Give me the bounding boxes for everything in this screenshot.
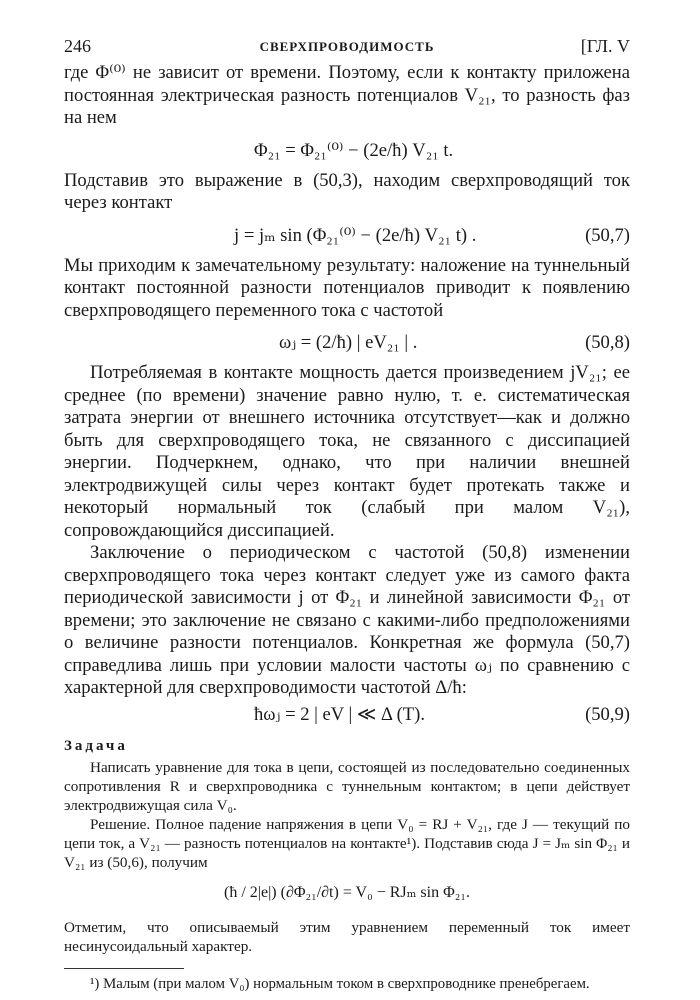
footnote: ¹) Малым (при малом V₀) нормальным током в сверхпроводнике пренебрегаем. [90, 975, 590, 992]
paragraph-4: Потребляемая в контакте мощность дается произведением jV₂₁; ее среднее (по времени) значение равно нулю, т. е. систематическая затрата энергии от внешнего источника отсутствует—как и должно быть для сверхпроводящего тока, не связанного с диссипацией энергии. Подчеркнем, однако, что при наличии внешней электродвижущей силы через контакт будет протекать также и некоторый нормальный ток (слабый при малом V₂₁), сопровождающийся диссипацией. [64, 362, 630, 541]
equation-50-8 [64, 322, 630, 362]
equation-phase [64, 130, 630, 170]
equation-50-9-formula: ħωⱼ = 2 | eV | ≪ Δ (T). [254, 703, 425, 725]
problem-conclusion: Отметим, что описываемый этим уравнением переменный ток имеет несинусоидальный характер. [64, 918, 630, 955]
equation-circuit [64, 872, 630, 918]
page [64, 36, 630, 994]
equation-50-7-number: (50,7) [585, 224, 630, 246]
equation-50-8-formula: ωⱼ = (2/ħ) | eV₂₁ | . [279, 332, 418, 353]
problem-solution: Решение. Полное падение напряжения в цепи V₀ = RJ + V₂₁, где J — текущий по цепи ток, а V₂₁ — разность потенциалов на контакте¹). Подставив сюда J = Jₘ sin Φ₂₁ и V₂₁ из (50,6), получим [64, 815, 630, 871]
equation-circuit-formula: (ħ / 2|e|) (∂Φ₂₁/∂t) = V₀ − RJₘ sin Φ₂₁. [224, 883, 470, 901]
page-number: 246 [64, 36, 91, 56]
equation-50-9 [64, 700, 630, 732]
running-title: СВЕРХПРОВОДИМОСТЬ [259, 39, 435, 54]
running-header [64, 36, 630, 62]
equation-50-7 [64, 215, 630, 255]
paragraph-5: Заключение о периодическом с частотой (50,8) изменении сверхпроводящего тока через контакт следует уже из самого факта периодической зависимости j от Φ₂₁ и линейной зависимости Φ₂₁ от времени; это заключение не связано с какими-либо предположениями о величине разности потенциалов. Конкретная же формула (50,7) справедлива лишь при условии малости частоты ωⱼ по сравнению с характерной для сверхпроводимости частотой Δ/ħ: [64, 542, 630, 698]
paragraph-2: Подставив это выражение в (50,3), находим сверхпроводящий ток через контакт [64, 169, 630, 213]
footnote-separator [64, 968, 184, 969]
paragraph-1: где Φ⁽⁰⁾ не зависит от времени. Поэтому, если к контакту приложена постоянная электрическая разность потенциалов V₂₁, то разность фаз на нем [64, 62, 630, 128]
problem-heading: Задача [64, 737, 128, 754]
chapter-label: [ГЛ. V [580, 36, 630, 56]
equation-50-8-number: (50,8) [585, 332, 630, 353]
problem-statement: Написать уравнение для тока в цепи, состоящей из последовательно соединенных сопротивления R и сверхпроводника с туннельным контактом; в цепи действует электродвижущая сила V₀. [64, 758, 630, 814]
equation-50-7-formula: j = jₘ sin (Φ₂₁⁽⁰⁾ − (2e/ħ) V₂₁ t) . [234, 224, 477, 246]
equation-phase-formula: Φ₂₁ = Φ₂₁⁽⁰⁾ − (2e/ħ) V₂₁ t. [254, 139, 454, 161]
equation-50-9-number: (50,9) [585, 703, 630, 725]
paragraph-3: Мы приходим к замечательному результату: наложение на туннельный контакт постоянной разности потенциалов приводит к появлению сверхпроводящего переменного тока с частотой [64, 254, 630, 321]
